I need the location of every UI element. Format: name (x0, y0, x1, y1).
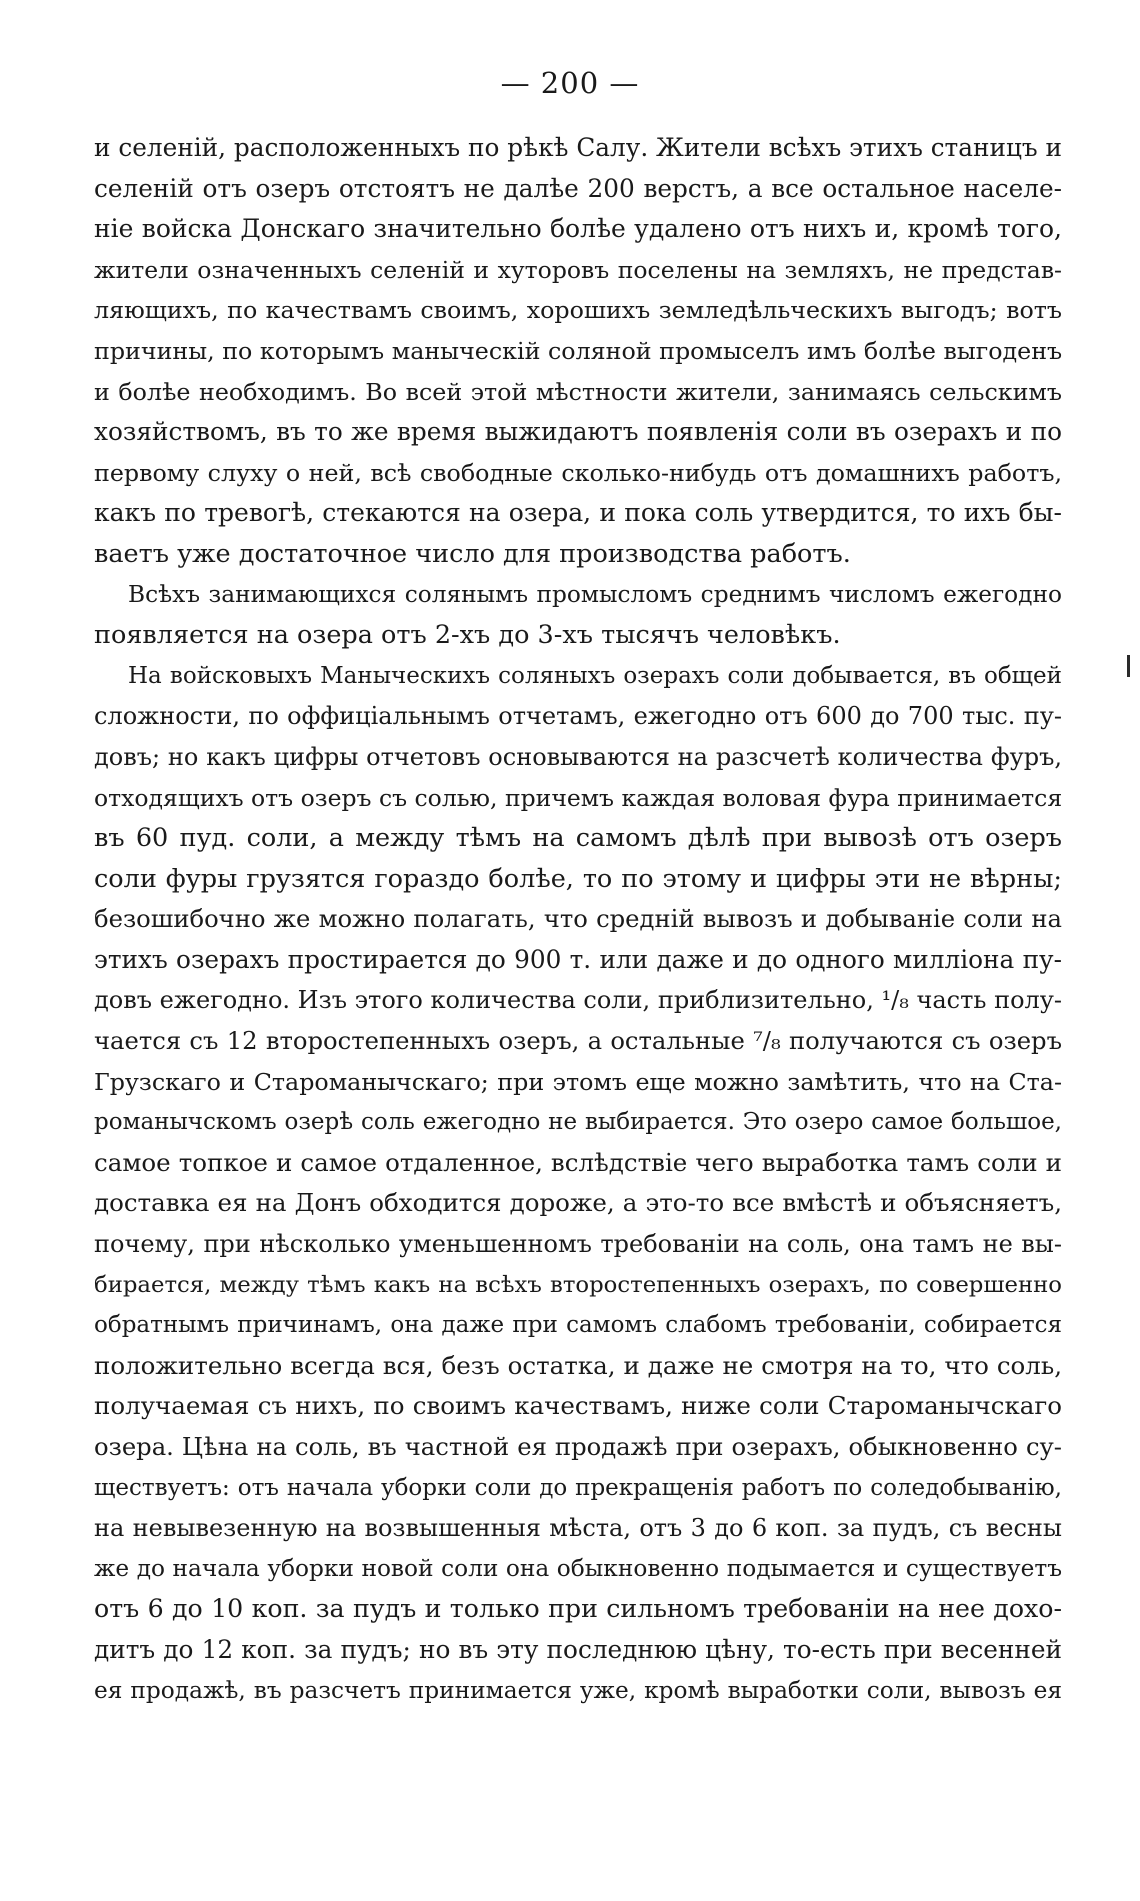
text-line: отъ 6 до 10 коп. за пудъ и только при сильномъ требованіи на нее дохо- (94, 1594, 1062, 1624)
text-line: первому слуху о ней, всѣ свободные сколько-нибудь отъ домашнихъ работъ, (94, 458, 1062, 487)
text-line: На войсковыхъ Маныческихъ соляныхъ озерахъ соли добывается, въ общей (128, 662, 1062, 689)
text-line: дитъ до 12 коп. за пудъ; но въ эту последнюю цѣну, то-есть при весенней (94, 1634, 1062, 1664)
text-line: этихъ озерахъ простирается до 900 т. или даже и до одного милліона пу- (94, 944, 1062, 974)
text-line: самое топкое и самое отдаленное, вслѣдствіе чего выработка тамъ соли и (94, 1147, 1062, 1177)
text-line: появляется на озера отъ 2-хъ до 3-хъ тысячъ человѣкъ. (94, 620, 841, 651)
text-line: ляющихъ, по качествамъ своимъ, хорошихъ земледѣльческихъ выгодъ; вотъ (94, 296, 1062, 325)
text-line: селеній отъ озеръ отстоятъ не далѣе 200 верстъ, а все остальное населе- (94, 173, 1062, 203)
text-line: положительно всегда вся, безъ остатка, и даже не смотря на то, что соль, (94, 1350, 1062, 1380)
text-line: и селеній, расположенныхъ по рѣкѣ Салу. Жители всѣхъ этихъ станицъ и (94, 133, 1063, 162)
text-line: романычскомъ озерѣ соль ежегодно не выбирается. Это озеро самое большое, (94, 1109, 1062, 1136)
text-line: бирается, между тѣмъ какъ на всѣхъ второстепенныхъ озерахъ, по совершенно (94, 1271, 1062, 1298)
text-line: довъ; но какъ цифры отчетовъ основываются на разсчетѣ количества фуръ, (94, 742, 1062, 771)
text-line: въ 60 пуд. соли, а между тѣмъ на самомъ дѣлѣ при вывозѣ отъ озеръ (94, 823, 1062, 854)
text-line: Грузскаго и Староманычскаго; при этомъ еще можно замѣтить, что на Ста- (94, 1067, 1062, 1096)
text-line: причины, по которымъ маныческій соляной промыселъ имъ болѣе выгоденъ (94, 336, 1063, 365)
text-line: ніе войска Донскаго значительно болѣе удалено отъ нихъ и, кромѣ того, (94, 214, 1062, 244)
text-line: и болѣе необходимъ. Во всей этой мѣстности жители, занимаясь сельскимъ (94, 377, 1062, 406)
text-line: хозяйствомъ, въ то же время выжидаютъ появленія соли въ озерахъ и по (94, 417, 1062, 447)
text-line: обратнымъ причинамъ, она даже при самомъ слабомъ требованіи, собирается (94, 1312, 1062, 1339)
text-line: получаемая съ нихъ, по своимъ качествамъ, ниже соли Староманычскаго (94, 1391, 1062, 1421)
text-line: соли фуры грузятся гораздо болѣе, то по этому и цифры эти не вѣрны; (94, 863, 1062, 894)
text-line: доставка ея на Донъ обходится дороже, а это-то все вмѣстѣ и объясняетъ, (94, 1188, 1062, 1218)
text-line: Всѣхъ занимающихся солянымъ промысломъ среднимъ числомъ ежегодно (128, 580, 1062, 608)
margin-mark (1127, 655, 1130, 677)
text-line: на невывезенную на возвышенныя мѣста, отъ 3 до 6 коп. за пудъ, съ весны (94, 1514, 1062, 1543)
text-line: ваетъ уже достаточное число для производства работъ. (94, 538, 851, 569)
text-line: отходящихъ отъ озеръ съ солью, причемъ каждая воловая фура принимается (94, 783, 1063, 812)
text-line: какъ по тревогѣ, стекаются на озера, и пока соль утвердится, то ихъ бы- (94, 498, 1062, 528)
text-line: ея продажѣ, въ разсчетъ принимается уже, кромѣ выработки соли, вывозъ ея (94, 1676, 1062, 1704)
text-line: чается съ 12 второстепенныхъ озеръ, а остальные ⁷/₈ получаются съ озеръ (94, 1026, 1062, 1056)
page-number: — 200 — (500, 66, 640, 100)
body-text (94, 128, 1062, 1711)
text-line: озера. Цѣна на соль, въ частной ея продажѣ при озерахъ, обыкновенно су- (94, 1432, 1062, 1461)
text-line: ществуетъ: отъ начала уборки соли до прекращенія работъ по соледобыванію, (94, 1474, 1062, 1501)
text-line: довъ ежегодно. Изъ этого количества соли, приблизительно, ¹/₈ часть полу- (94, 986, 1062, 1015)
text-line: безошибочно же можно полагать, что средній вывозъ и добываніе соли на (94, 904, 1062, 934)
text-line: сложности, по оффиціальнымъ отчетамъ, ежегодно отъ 600 до 700 тыс. пу- (94, 702, 1062, 731)
text-line: жители означенныхъ селеній и хуторовъ поселены на земляхъ, не представ- (94, 255, 1062, 284)
text-line: почему, при нѣсколько уменьшенномъ требованіи на соль, она тамъ не вы- (94, 1230, 1062, 1259)
text-line: же до начала уборки новой соли она обыкновенно подымается и существуетъ (94, 1554, 1062, 1582)
